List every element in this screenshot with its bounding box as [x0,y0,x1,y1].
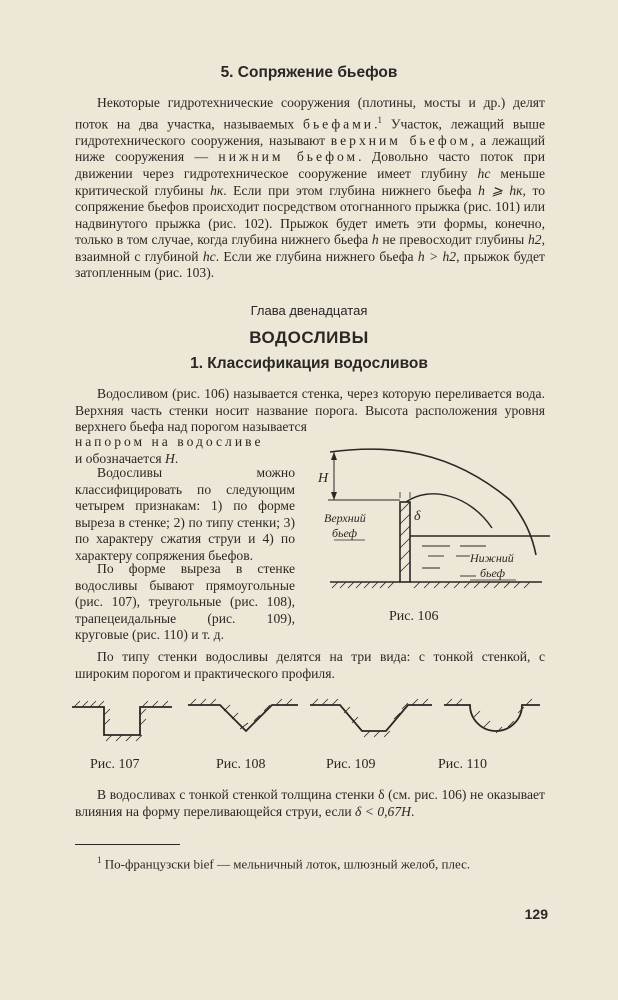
section-1-title: 1. Классификация водосливов [190,355,428,372]
figure-109-caption: Рис. 109 [326,757,376,772]
label-delta: δ [414,509,421,524]
label-upper-2: бьеф [332,526,358,540]
section-1-paragraph-3: По форме выреза в стенке водосливы бывают прямоугольные (рис. 107), треугольные (рис. 108), трапецеидальные (рис. 109), круговые (рис. 110) и т. д. [75,561,295,643]
footnote: $^1$ По-французски bief — мельничный лоток, шлюзный желоб, плес. [97,855,471,872]
chapter-label: Глава двенадцатая [250,303,368,318]
section-5-title: 5. Сопряжение бьефов [220,64,398,81]
section-5-paragraph: Некоторые гидротехнические сооружения (плотины, мосты и др.) делят поток на два участка, называемых бьефами.$^1$ Участок, лежащий выше гидротехнического сооружения, называют верхним бьефом, а лежащий ниже сооружения — нижним бьефом. Довольно часто поток при движении через гидротехническое сооружение имеет глубину hc меньше критической глубины hк. Если при этом глубина нижнего бьефа h ⩾ hк, то сопряжение бьефов происходит посредством отогнанного прыжка (рис. 101) или надвинутого прыжка (рис. 102). Прыжок будет иметь эти формы, конечно, только в том случае, когда глубина нижнего бьефа h не превосходит глубины h2, взаимной с глубиной hc. Если же глубина нижнего бьефа h > h2, прыжок будет затопленным (рис. 103). [75,95,546,281]
figure-110-shape [444,699,540,733]
section-1-paragraph-1: Водосливом (рис. 106) называется стенка, через которую переливается вода. Верхняя часть стенки носит название порога. Высота расположения уровня верхнего бьефа над порогом называется [75,386,545,435]
figure-108-caption: Рис. 108 [216,757,266,772]
section-1-paragraph-1-cont: напором на водосливе и обозначается H. [75,434,264,466]
label-upper-1: Верхний [324,511,366,525]
chapter-title: ВОДОСЛИВЫ [249,328,369,347]
section-1-paragraph-5: В водосливах с тонкой стенкой толщина стенки δ (см. рис. 106) не оказывает влияния на форму переливающейся струи, если δ < 0,67H. [75,787,545,819]
section-1-paragraph-2: Водосливы можно классифицировать по следующим четырем признакам: 1) по форме выреза в стенке; 2) по типу стенки; 3) по характеру сжатия струи и 4) по характеру сопряжения бьефов. [75,465,295,563]
section-1-paragraph-4: По типу стенки водосливы делятся на три вида: с тонкой стенкой, с широким порогом и практического профиля. [75,649,545,681]
figure-109-shape [310,699,432,737]
page-number: 129 [524,906,548,922]
footnote-rule [75,844,180,845]
figures-107-110 [60,695,550,750]
figure-110-caption: Рис. 110 [438,757,487,772]
figure-108-shape [188,699,298,731]
label-H: H [318,471,329,486]
label-lower-1: Нижний [470,551,514,565]
figure-106 [310,440,550,600]
figure-106-caption: Рис. 106 [389,609,439,624]
label-lower-2: бьеф [480,566,506,580]
figure-107-shape [72,701,172,741]
upper-surface-line [330,449,536,555]
figure-107-caption: Рис. 107 [90,757,140,772]
